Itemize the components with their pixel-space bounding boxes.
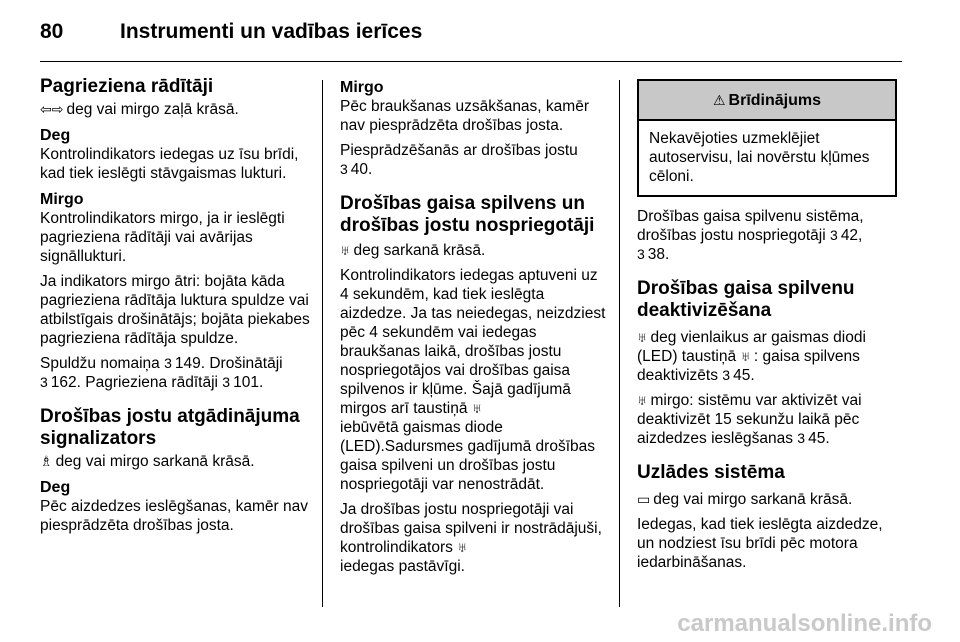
section-title-seatbelt-reminder: Drošības jostu atgādinājuma signalizators [40, 406, 300, 449]
paragraph: Ja drošības jostu nospriegotāji vai drošības gaisa spilveni ir nostrādājuši, kontrolindikators ♅ iedegas pastāvīgi. [340, 501, 602, 575]
airbag-icon: ♅ [340, 242, 351, 258]
paragraph: Drošības gaisa spilvenu sistēma, drošības jostu nospriegotāji 3 42, 3 38. [637, 208, 864, 263]
warning-text: Nekavējoties uzmeklējiet autoservisu, lai novērstu kļūmes cēloni. [649, 130, 870, 185]
paragraph: Iedegas, kad tiek ieslēgta aizdedze, un nodziest īsu brīdi pēc motora iedarbināšanas. [637, 516, 883, 571]
page-reference-icon: 3 [830, 227, 838, 243]
page-reference-icon: 3 [637, 246, 645, 262]
warning-header: ⚠ Brīdinājums [639, 81, 895, 121]
paragraph: ▭ deg vai mirgo sarkanā krāsā. [637, 491, 853, 508]
column-divider [619, 80, 620, 607]
paragraph: ♅ deg vienlaikus ar gaismas diodi (LED) taustiņā ♅ : gaisa spilvens deaktivizēts 3 45. [637, 329, 866, 384]
subheading-deg: Deg [40, 127, 71, 144]
section-title-airbag-deactivation: Drošības gaisa spilvenu deaktivizēšana [637, 278, 855, 321]
paragraph: Kontrolindikators iedegas uz īsu brīdi, kad tiek ieslēgti stāvgaismas lukturi. [40, 146, 299, 182]
page-title: Instrumenti un vadības ierīces [120, 20, 423, 43]
page-reference-icon: 3 [722, 367, 731, 383]
watermark: carmanualsonline.info [677, 610, 932, 637]
section-title-charging-system: Uzlādes sistēma [637, 462, 785, 483]
paragraph: ⇦⇨ deg vai mirgo zaļā krāsā. [40, 101, 239, 118]
column-3 [637, 79, 897, 578]
airbag-icon: ♅ [457, 539, 468, 555]
paragraph: ♗ deg vai mirgo sarkanā krāsā. [40, 453, 255, 470]
paragraph: Kontrolindikators iedegas aptuveni uz 4 sekundēm, kad tiek ieslēgta aizdedze. Ja tas neiedegas, neizdziest pēc 4 sekundēm vai iedegas braukšanas laikā, drošības jostu nospriegotājos vai drošības gaisa spilvenos ir kļūme. Šajā gadījumā mirgos arī taustiņā ♅ iebūvētā gaismas diode (LED).Sadursmes gadījumā drošības gaisa spilveni un drošības jostu nospriegotāji var nenostrādāt. [340, 267, 606, 493]
paragraph: Piesprādzēšanās ar drošības jostu 3 40. [340, 142, 578, 178]
paragraph: Ja indikators mirgo ātri: bojāta kāda pagrieziena rādītāja luktura spuldze vai atbilstīgais drošinātājs; bojāta piekabes pagrieziena rādītāja spuldze. [40, 273, 310, 347]
airbag-off-icon: ♅ [637, 392, 648, 408]
warning-icon: ⚠ [712, 92, 726, 108]
airbag-off-icon: ♅ [637, 329, 648, 345]
paragraph: ♅ deg sarkanā krāsā. [340, 242, 486, 259]
paragraph: ♅ mirgo: sistēmu var aktivizēt vai deaktivizēt 15 sekunžu laikā pēc aizdedzes ieslēgšanas 3 45. [637, 392, 862, 447]
warning-box [637, 79, 897, 197]
column-1 [40, 76, 314, 541]
battery-icon: ▭ [637, 491, 651, 507]
column-divider [322, 80, 323, 607]
subheading-mirgo: Mirgo [40, 191, 84, 208]
paragraph: Spuldžu nomaiņa 3 149. Drošinātāji 3 162. Pagrieziena rādītāji 3 101. [40, 355, 283, 391]
section-title-airbag: Drošības gaisa spilvens un drošības jostu nospriegotāji [340, 193, 595, 236]
paragraph: Pēc braukšanas uzsākšanas, kamēr nav piesprādzēta drošības josta. [340, 98, 589, 134]
airbag-off-icon: ♅ [740, 348, 751, 364]
header-rule [40, 61, 902, 62]
page-header [40, 20, 920, 44]
page-reference-icon: 3 [222, 374, 231, 390]
subheading-deg: Deg [40, 479, 71, 496]
airbag-off-icon: ♅ [471, 400, 483, 416]
page-reference-icon: 3 [40, 374, 48, 390]
column-2 [340, 78, 610, 582]
turn-signal-icon: ⇦⇨ [40, 101, 64, 117]
paragraph: Kontrolindikators mirgo, ja ir ieslēgti pagrieziena rādītāji vai avārijas signāllukturi. [40, 210, 285, 265]
section-title-turn-signals: Pagrieziena rādītāji [40, 76, 214, 97]
page-reference-icon: 3 [797, 430, 806, 446]
page-number: 80 [40, 20, 64, 43]
page-reference-icon: 3 [340, 161, 348, 177]
subheading-mirgo: Mirgo [340, 79, 384, 96]
paragraph: Pēc aizdedzes ieslēgšanas, kamēr nav piesprādzēta drošības josta. [40, 498, 308, 534]
page-reference-icon: 3 [164, 355, 172, 371]
seatbelt-icon: ♗ [40, 453, 53, 469]
